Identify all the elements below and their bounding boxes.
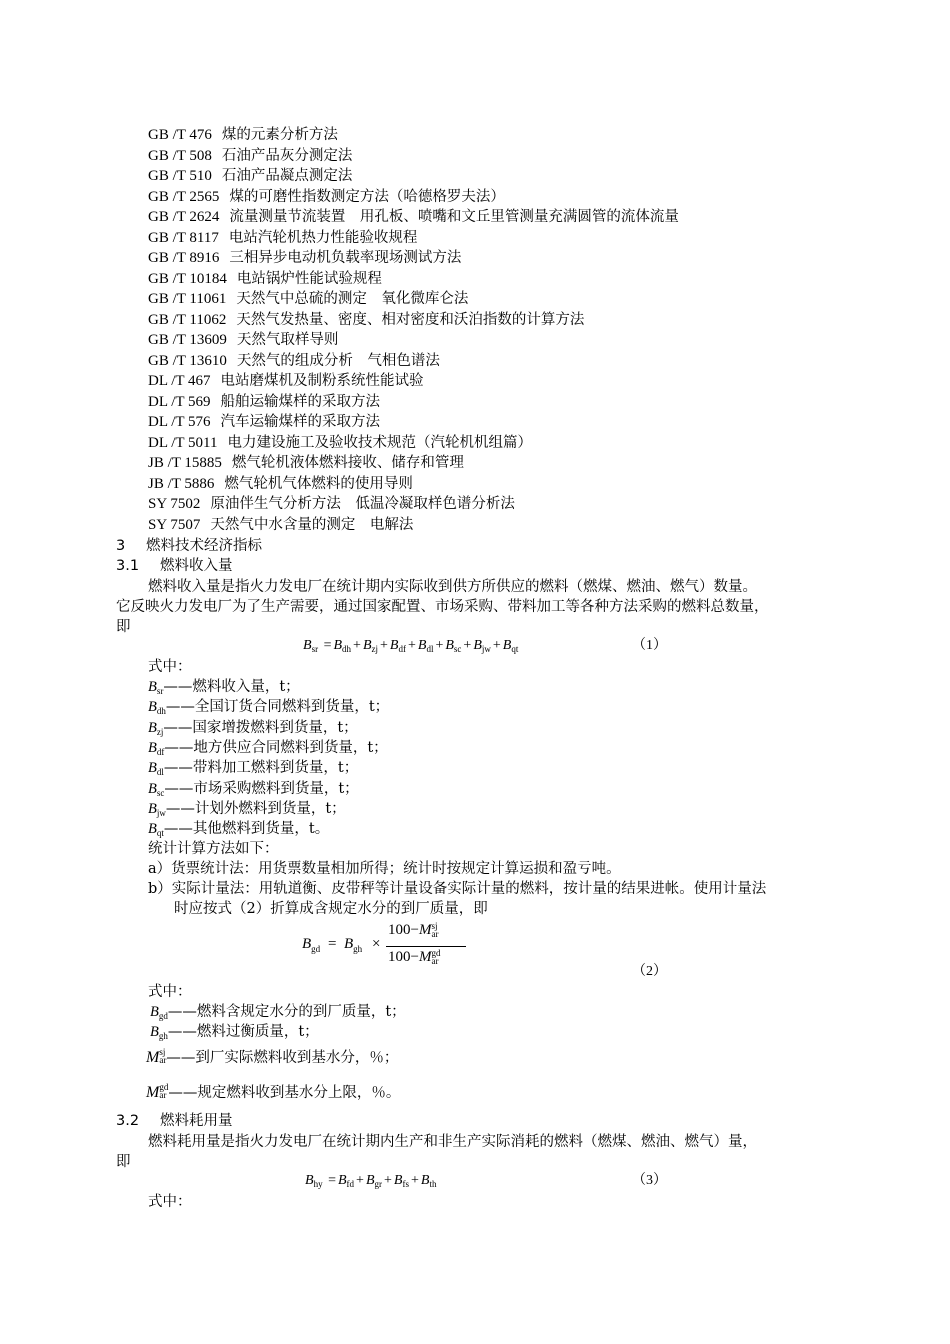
eq-symbol: M: [146, 1084, 160, 1101]
section-title: 燃料耗用量: [160, 1113, 233, 1129]
equation-number: （3）: [632, 1173, 667, 1188]
standard-item: [148, 433, 532, 453]
eq-subscript: dl: [426, 644, 434, 654]
var-symbol: [148, 679, 163, 695]
standard-item: [148, 371, 424, 391]
eq-symbol: B: [337, 1173, 347, 1188]
eq-subscript: df: [156, 746, 165, 757]
eq-subscript: sc: [156, 787, 165, 798]
eq-symbol: B: [148, 800, 157, 817]
equation-1: [303, 636, 518, 659]
eq-subscript: zj: [156, 726, 164, 737]
standard-name: 船舶运输煤样的采取方法: [220, 393, 380, 410]
eq-rhs: [344, 936, 362, 954]
eq-constant: 100: [388, 922, 411, 938]
standard-code: DL /T 467: [148, 373, 211, 389]
var-symbol: [150, 1004, 168, 1020]
equation-number: （2）: [632, 964, 667, 979]
eq-subscript: sc: [453, 644, 462, 654]
eq-subscript: hy: [313, 1179, 323, 1189]
eq-symbol: B: [150, 1004, 159, 1020]
standard-item: [148, 187, 505, 207]
eq-lhs: [302, 936, 320, 954]
standard-code: JB /T 5886: [148, 475, 215, 492]
eq-subscript: fd: [346, 1179, 355, 1189]
standard-item: [148, 207, 679, 227]
paragraph-line: 燃料收入量是指火力发电厂在统计期内实际收到供方所供应的燃料（燃煤、燃油、燃气）数量。: [148, 579, 757, 595]
eq-subscript: jw: [156, 807, 166, 818]
eq-symbol: B: [148, 679, 157, 695]
standard-item: [148, 289, 468, 309]
var-description: ——地方供应合同燃料到货量，t；: [164, 739, 388, 756]
standard-code: GB /T 11061: [148, 291, 227, 307]
standard-item: [148, 494, 515, 514]
standard-name: 电站磨煤机及制粉系统性能试验: [220, 373, 424, 389]
eq-subscript: qt: [511, 644, 519, 654]
list-item-b-cont: 时应按式（2）折算成含规定水分的到厂质量，即: [174, 901, 488, 917]
eq-symbol: M: [418, 922, 432, 938]
var-symbol: [148, 781, 164, 797]
eq-symbol: B: [362, 638, 372, 653]
paragraph-line: 即: [116, 619, 131, 635]
eq-symbol: M: [418, 949, 432, 965]
eq-operator: +: [380, 638, 388, 653]
var-description: ——燃料含规定水分的到厂质量，t；: [167, 1004, 406, 1020]
standard-item: [148, 412, 380, 432]
eq-subscript: ar: [159, 1090, 167, 1100]
eq-symbol: B: [148, 780, 157, 797]
eq-constant: 100: [388, 949, 411, 965]
fraction-denominator: [388, 949, 440, 966]
standard-name: 燃气轮机气体燃料的使用导则: [224, 475, 413, 492]
var-description: ——带料加工燃料到货量，t；: [163, 760, 359, 777]
eq-subscript: ar: [431, 929, 439, 939]
var-description: ——市场采购燃料到货量，t；: [164, 780, 359, 797]
list-item-a: a）货票统计法：用货票数量相加所得；统计时按规定计算运损和盈亏吨。: [148, 861, 621, 877]
var-symbol: [150, 1024, 168, 1040]
eq-symbol: B: [148, 739, 157, 756]
standard-name: 天然气发热量、密度、相对密度和沃泊指数的计算方法: [236, 311, 585, 328]
standard-code: DL /T 569: [148, 393, 211, 410]
standard-code: GB /T 13609: [148, 332, 227, 348]
standard-name: 天然气的组成分析 气相色谱法: [236, 352, 440, 369]
standard-code: GB /T 8117: [148, 229, 219, 246]
standard-name: 流量测量节流装置 用孔板、喷嘴和文丘里管测量充满圆管的流体流量: [229, 209, 679, 225]
standard-code: GB /T 2624: [148, 209, 220, 225]
where-label: 式中：: [148, 1194, 192, 1210]
eq-subscript: th: [429, 1179, 437, 1189]
where-label: 式中：: [148, 984, 192, 1000]
eq-operator: +: [492, 638, 501, 653]
eq-symbol: B: [502, 638, 512, 653]
eq-operator: =: [328, 1173, 336, 1188]
eq-operator: +: [407, 638, 416, 653]
eq-superscript: gd: [431, 948, 441, 958]
standard-code: GB /T 11062: [148, 311, 227, 328]
var-symbol: [148, 821, 164, 837]
variable-definition: [150, 1022, 319, 1046]
eq-symbol: M: [146, 1049, 160, 1066]
eq-subscript: jw: [481, 644, 491, 654]
eq-symbol: B: [365, 1173, 375, 1188]
eq-operator: +: [410, 1173, 419, 1188]
standard-name: 燃气轮机液体燃料接收、储存和管理: [231, 455, 464, 471]
eq-subscript: sr: [156, 686, 164, 696]
eq-subscript: qt: [156, 828, 164, 839]
standard-code: DL /T 576: [148, 414, 211, 430]
standard-name: 原油伴生气分析方法 低温冷凝取样色谱分析法: [210, 496, 515, 512]
eq-operator: =: [323, 638, 332, 653]
standard-code: GB /T 2565: [148, 188, 220, 205]
var-symbol: [146, 1084, 168, 1101]
eq-symbol: B: [344, 936, 354, 952]
standard-name: 天然气取样导则: [236, 332, 339, 348]
standard-item: [148, 474, 413, 494]
eq-superscript: sj: [159, 1047, 166, 1057]
eq-symbol: B: [148, 821, 157, 838]
standard-item: [148, 228, 417, 248]
eq-operator: +: [356, 1173, 364, 1188]
eq-subscript: gd: [311, 944, 321, 954]
eq-symbol: B: [445, 638, 454, 653]
section-title: 燃料技术经济指标: [146, 538, 262, 554]
var-symbol: [148, 740, 164, 756]
eq-operator: −: [410, 922, 419, 938]
standard-item: [148, 453, 464, 473]
standard-item: [148, 351, 440, 371]
eq-subscript: gd: [158, 1011, 168, 1021]
eq-subscript: gh: [158, 1031, 168, 1041]
variable-definition: [146, 1048, 398, 1068]
eq-subscript: ar: [431, 956, 439, 966]
eq-operator: +: [384, 1173, 392, 1188]
eq-symbol: B: [393, 1173, 403, 1188]
standard-code: JB /T 15885: [148, 455, 222, 471]
section-3-1-heading: [116, 556, 233, 576]
standard-code: SY 7502: [148, 496, 201, 512]
section-title: 燃料收入量: [160, 558, 233, 574]
eq-symbol: B: [148, 760, 157, 777]
equation-number: （1）: [632, 638, 667, 653]
standard-item: [148, 166, 352, 186]
eq-symbol: B: [148, 719, 157, 736]
var-description: ——国家增拨燃料到货量，t；: [163, 719, 358, 736]
eq-operator: +: [435, 638, 444, 653]
fraction-bar: [386, 946, 466, 947]
eq-operator: ×: [372, 936, 381, 952]
standard-item: [148, 146, 352, 166]
eq-superscript: gd: [159, 1082, 169, 1092]
section-number: 3.2: [116, 1113, 140, 1129]
var-description: ——其他燃料到货量，t。: [163, 821, 330, 838]
eq-terms: [333, 638, 518, 653]
standard-name: 汽车运输煤样的采取方法: [220, 414, 380, 430]
standard-code: GB /T 13610: [148, 352, 227, 369]
standard-code: DL /T 5011: [148, 434, 218, 451]
var-description: ——规定燃料收到基水分上限，％。: [168, 1085, 401, 1101]
eq-symbol: B: [150, 1024, 159, 1040]
standard-name: 天然气中水含量的测定 电解法: [210, 516, 414, 533]
list-item-b: b）实际计量法：用轨道衡、皮带秤等计量设备实际计量的燃料，按计量的结果进帐。使用计量法: [148, 881, 767, 897]
standard-name: 石油产品灰分测定法: [221, 147, 353, 164]
standard-name: 三相异步电动机负载率现场测试方法: [229, 250, 462, 266]
eq-operator: +: [463, 638, 472, 653]
standard-code: SY 7507: [148, 516, 201, 533]
eq-symbol: B: [420, 1173, 430, 1188]
var-description: ——燃料过衡质量，t；: [167, 1024, 319, 1040]
eq-symbol: B: [333, 638, 343, 653]
variable-definition: [146, 1083, 400, 1103]
standard-item: [148, 310, 584, 330]
standard-code: GB /T 508: [148, 147, 212, 164]
standard-name: 煤的可磨性指数测定方法（哈德格罗夫法）: [229, 188, 505, 205]
var-symbol: [148, 801, 166, 817]
fraction-numerator: [388, 922, 438, 939]
eq-terms: [338, 1173, 436, 1188]
section-number: 3: [116, 538, 126, 554]
var-symbol: [148, 720, 163, 736]
var-symbol: [146, 1049, 166, 1066]
equation-3: [305, 1171, 436, 1194]
paragraph-line: 统计计算方法如下：: [148, 841, 279, 857]
standard-code: GB /T 510: [148, 168, 212, 184]
eq-subscript: gr: [374, 1179, 382, 1189]
var-symbol: [148, 699, 166, 715]
standard-item: [148, 269, 382, 289]
eq-subscript: dh: [156, 706, 166, 717]
standard-name: 电站锅炉性能试验规程: [236, 270, 382, 287]
eq-subscript: ar: [159, 1055, 167, 1065]
eq-operator: +: [353, 638, 361, 653]
standard-name: 电站汽轮机热力性能验收规程: [228, 229, 418, 246]
eq-symbol: B: [417, 638, 427, 653]
standard-code: GB /T 10184: [148, 270, 227, 287]
standard-item: [148, 248, 461, 268]
standard-item: [148, 330, 338, 350]
eq-subscript: zj: [371, 644, 378, 654]
eq-superscript: sj: [431, 921, 438, 931]
eq-symbol: B: [389, 638, 399, 653]
eq-subscript: dh: [342, 644, 352, 654]
standard-name: 电力建设施工及验收技术规范（汽轮机机组篇）: [227, 434, 532, 451]
section-3-heading: [116, 536, 262, 556]
standard-name: 煤的元素分析方法: [221, 127, 338, 143]
eq-subscript: df: [398, 644, 406, 654]
eq-symbol: B: [302, 936, 312, 952]
eq-symbol: B: [303, 638, 312, 653]
eq-operator: −: [410, 949, 419, 965]
standard-code: GB /T 476: [148, 127, 212, 143]
section-3-2-heading: [116, 1111, 233, 1131]
standard-code: GB /T 8916: [148, 250, 220, 266]
paragraph-line: 即: [116, 1154, 131, 1170]
section-number: 3.1: [116, 558, 140, 574]
eq-operator: =: [328, 936, 337, 952]
standard-name: 石油产品凝点测定法: [221, 168, 353, 184]
eq-subscript: sr: [311, 644, 319, 654]
where-label: 式中：: [148, 659, 192, 675]
paragraph-line: 它反映火力发电厂为了生产需要，通过国家配置、市场采购、带料加工等各种方法采购的燃料总数量，: [116, 599, 769, 615]
paragraph-line: 燃料耗用量是指火力发电厂在统计期内生产和非生产实际消耗的燃料（燃煤、燃油、燃气）量，: [148, 1134, 757, 1150]
var-symbol: [148, 760, 164, 776]
standard-item: [148, 515, 413, 535]
eq-subscript: dl: [156, 767, 164, 778]
eq-symbol: B: [148, 699, 157, 716]
equation-2: [302, 922, 502, 974]
eq-symbol: B: [305, 1173, 314, 1188]
eq-subscript: gh: [353, 944, 363, 954]
var-description: ——全国订货合同燃料到货量，t；: [165, 699, 390, 716]
eq-symbol: B: [473, 638, 482, 653]
standard-item: [148, 125, 338, 145]
standard-name: 天然气中总硫的测定 氧化微库仑法: [236, 291, 469, 307]
standard-item: [148, 392, 380, 412]
eq-subscript: fs: [402, 1179, 409, 1189]
var-description: ——燃料收入量，t；: [163, 679, 300, 695]
var-description: ——计划外燃料到货量，t；: [165, 800, 346, 817]
var-description: ——到厂实际燃料收到基水分，％；: [166, 1050, 399, 1066]
